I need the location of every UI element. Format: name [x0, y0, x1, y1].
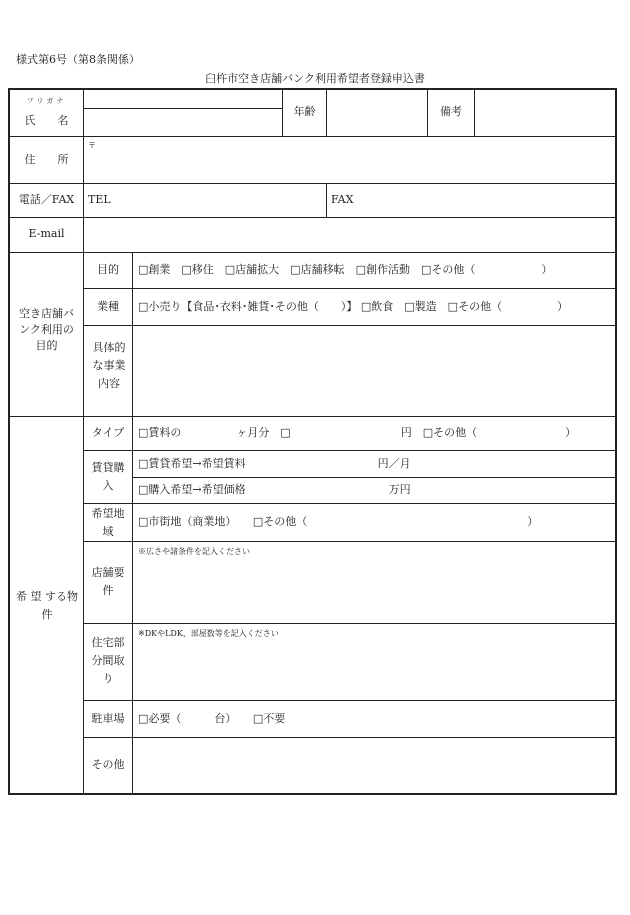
buy-option: □購入希望→希望価格 万円 — [138, 483, 411, 496]
row-divider — [8, 217, 617, 218]
table-border-right — [615, 88, 617, 795]
row-divider — [8, 183, 617, 184]
table-border-top — [8, 88, 617, 90]
address-label: 住 所 — [24, 153, 69, 166]
type-options: □賃料の ヶ月分 □ 円 □その他（ ） — [138, 426, 577, 439]
business-content-label: 具体的な事業内容 — [92, 341, 126, 390]
housing-layout-label: 住宅部分間取り — [91, 636, 125, 685]
store-requirements-note: ※広さや諸条件を記入ください — [138, 547, 250, 556]
row-divider — [8, 416, 617, 417]
parking-label: 駐車場 — [91, 712, 125, 725]
table-border-bottom — [8, 793, 617, 795]
rent-buy-label: 賃貸購入 — [91, 461, 125, 492]
sublabel-column-divider — [132, 252, 133, 793]
form-number: 様式第6号（第8条関係） — [16, 53, 140, 66]
fax-label: FAX — [331, 193, 354, 206]
parking-options: □必要（ 台） □不要 — [138, 712, 286, 725]
remarks-label: 備考 — [440, 105, 462, 118]
purpose-label: 目的 — [97, 263, 119, 276]
row-divider — [83, 700, 617, 701]
form-title: 臼杵市空き店舗バンク利用希望者登録申込書 — [205, 72, 425, 85]
industry-options: □小売り【食品･衣料･雑貨･その他（ ）】 □飲食 □製造 □その他（ ） — [138, 300, 569, 313]
purpose-section-label: 空き店舗バンク利用の目的 — [19, 307, 74, 352]
email-label: E-mail — [28, 227, 65, 240]
row-divider — [132, 477, 617, 478]
store-requirements-label: 店舗要件 — [91, 566, 125, 597]
furigana-label: フリガナ — [26, 97, 67, 105]
row-divider — [83, 325, 617, 326]
furigana-divider — [83, 108, 282, 109]
phone-fax-label: 電話／FAX — [18, 193, 75, 206]
row-divider — [8, 252, 617, 253]
application-form-table — [8, 88, 617, 795]
column-divider — [326, 88, 327, 136]
tel-label: TEL — [88, 193, 111, 206]
row-divider — [83, 737, 617, 738]
row-divider — [83, 450, 617, 451]
other-label: その他 — [91, 758, 125, 771]
age-label: 年齢 — [293, 105, 316, 118]
name-label: 氏 名 — [24, 114, 69, 127]
property-section-label: 希 望 する物件 — [16, 590, 78, 621]
row-divider — [8, 136, 617, 137]
industry-label: 業種 — [97, 300, 119, 313]
purpose-options: □創業 □移住 □店舗拡大 □店舗移転 □創作活動 □その他（ ） — [138, 263, 553, 276]
row-divider — [83, 623, 617, 624]
housing-layout-note: ※DKやLDK、部屋数等を記入ください — [138, 629, 279, 638]
type-label: タイプ — [91, 426, 125, 439]
column-divider — [474, 88, 475, 136]
area-options: □市街地（商業地） □その他（ ） — [138, 515, 539, 528]
row-divider — [83, 288, 617, 289]
postal-mark: 〒 — [88, 141, 96, 150]
rent-option: □賃貸希望→希望賃料 円／月 — [138, 457, 411, 470]
area-label: 希望地域 — [91, 507, 125, 538]
row-divider — [83, 541, 617, 542]
column-divider — [326, 183, 327, 217]
row-divider — [83, 503, 617, 504]
